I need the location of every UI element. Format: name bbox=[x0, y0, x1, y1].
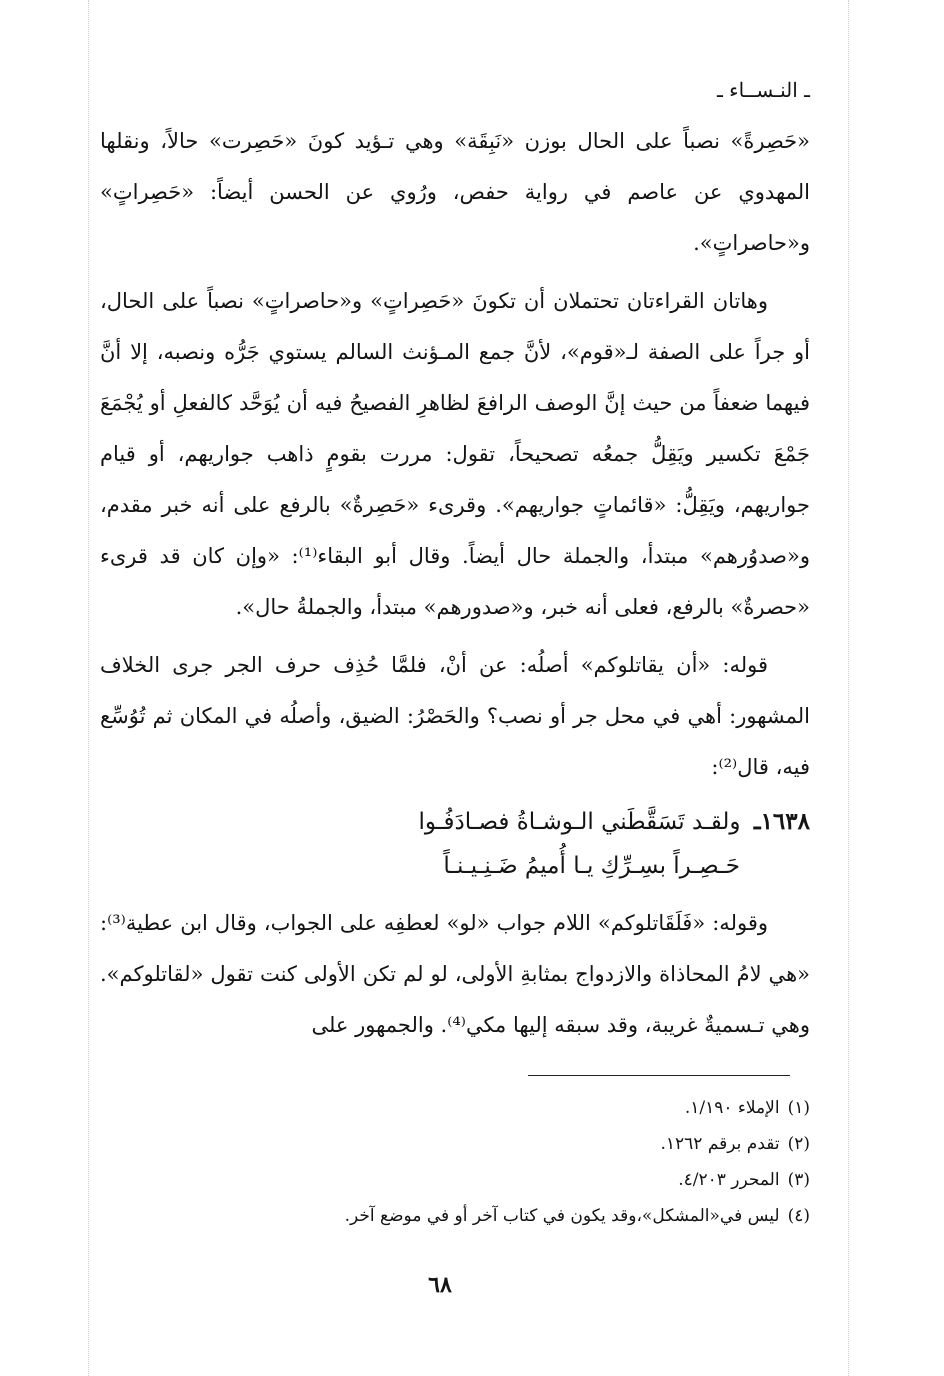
paragraph-1: «حَصِرةً» نصباً على الحال بوزن «نَبِقَة» وهي تـؤيد كونَ «حَصِرت» حالاً، ونقلها المهدوي عن عاصم في رواية حفص، ورُوي عن الحسن أيضاً: «حَصِراتٍ» و«حاصراتٍ». bbox=[100, 129, 810, 255]
footnote-number: (٣) bbox=[787, 1170, 810, 1190]
verse-line-2: حَـصِـراً بسِـرِّكِ يـا أُميمُ ضَـنِـيـنـاً bbox=[443, 853, 740, 879]
scan-margin-left bbox=[88, 0, 89, 1376]
footnote-text: المحرر ٤/٢٠٣. bbox=[678, 1170, 780, 1190]
paragraph-3: قوله: «أن يقاتلوكم» أصلُه: عن أنْ، فلمَّا حُذِف حرف الجر جرى الخلاف المشهور: أهي في محل جر أو نصب؟ والحَصْرُ: الضيق، وأصلُه في المكان ثم تُوُسِّع فيه، قال⁽²⁾: bbox=[100, 653, 810, 779]
paragraph-4: وقوله: «فَلَقَاتلوكم» اللام جواب «لو» لعطفِه على الجواب، وقال ابن عطية⁽³⁾: «هي لامُ المحاذاة والازدواج بمثابةِ الأولى، لو لم تكن الأولى كنت تقول «لقاتلوكم». وهي تـسميةٌ غريبة، وقد سبقه إليها مكي⁽⁴⁾. والجمهور على bbox=[100, 911, 810, 1037]
verse-line-1 bbox=[100, 800, 810, 844]
footnote-separator bbox=[528, 1075, 790, 1076]
footnote-text: ليس في«المشكل»،وقد يكون في كتاب آخر أو في موضع آخر. bbox=[344, 1206, 780, 1226]
footnote-text: تقدم برقم ١٢٦٢. bbox=[660, 1134, 780, 1154]
footnote-number: (٤) bbox=[787, 1206, 810, 1226]
page-body bbox=[100, 70, 810, 1058]
poetry-verse bbox=[100, 800, 810, 888]
page-number: ٦٨ bbox=[428, 1272, 452, 1298]
scan-margin-right bbox=[848, 0, 849, 1376]
verse-hemistich-1: ولقـد تَسَقَّطَني الـوشـاةُ فصـادَفُـوا bbox=[418, 809, 741, 835]
running-head: ـ النـســاء ـ bbox=[716, 78, 810, 102]
footnote-4 bbox=[200, 1198, 810, 1234]
footnote-2 bbox=[200, 1126, 810, 1162]
footnote-3 bbox=[200, 1162, 810, 1198]
footnote-number: (١) bbox=[787, 1098, 810, 1118]
verse-number: ١٦٣٨ـ bbox=[753, 808, 810, 835]
footnote-number: (٢) bbox=[787, 1134, 810, 1154]
footnotes bbox=[200, 1090, 810, 1234]
paragraph-2: وهاتان القراءتان تحتملان أن تكونَ «حَصِراتٍ» و«حاصراتٍ» نصباً على الحال، أو جراً على الصفة لـ«قوم»، لأنَّ جمع المـؤنث السالم يستوي جَرُّه ونصبه، إلا أنَّ فيهما ضعفاً من حيث إنَّ الوصف الرافعَ لظاهرِ الفصيحُ فيه أن يُوَحَّد كالفعلِ أو يُجْمَعَ جَمْعَ تكسير ويَقِلُّ جمعُه تصحيحاً، تقول: مررت بقومٍ ذاهب جواريهم، أو قيام جواريهم، ويَقِلُّ: «قائماتٍ جواريهم». وقرىء «حَصِرةٌ» بالرفع على أنه خبر مقدم، و«صدوُرهم» مبتدأ، والجملة حال أيضاً. وقال أبو البقاء⁽¹⁾: «وإن كان قد قرىء «حصرةٌ» بالرفع، فعلى أنه خبر، و«صدورهم» مبتدأ، والجملةُ حال». bbox=[100, 289, 810, 619]
footnote-1 bbox=[200, 1090, 810, 1126]
footnote-text: الإملاء ١/١٩٠. bbox=[684, 1098, 780, 1118]
